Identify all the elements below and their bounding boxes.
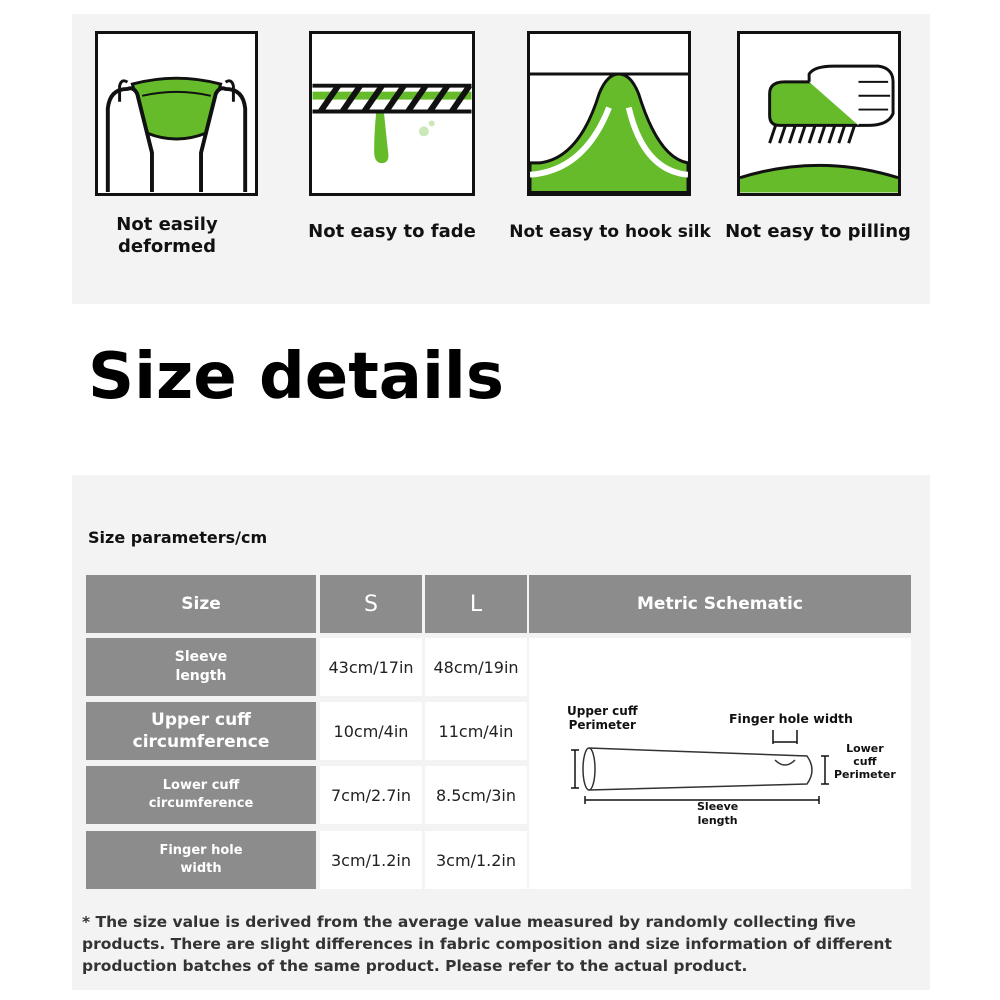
cell-l-upper-cuff: 11cm/4in [425,702,527,760]
header-schematic: Metric Schematic [529,575,911,633]
fabric-hook-icon [527,31,691,196]
stretch-fabric-icon [95,31,258,196]
size-footnote: * The size value is derived from the average value measured by randomly collecting five products. There are slight differences in fabric composition and size information of different production batches of the same product. Please refer to the actual product. [82,913,892,975]
params-label: Size parameters/cm [88,528,268,547]
features-panel [72,14,930,304]
row-name-lower-cuff: Lower cuff circumference [86,766,316,824]
header-size: Size [86,575,316,633]
header-l: L [425,575,527,633]
cell-s-sleeve-length: 43cm/17in [320,638,422,696]
feature-label-deformed: Not easily deformed [116,214,218,257]
cell-s-upper-cuff: 10cm/4in [320,702,422,760]
feature-label-pilling: Not easy to pilling [725,221,911,242]
label-sleeve-length: Sleeve length [697,800,739,827]
cell-s-finger-hole: 3cm/1.2in [320,831,422,889]
metric-schematic [529,638,911,889]
label-finger-hole: Finger hole width [729,711,853,726]
sleeve-drawing [529,638,911,889]
size-panel [72,475,930,990]
row-name-upper-cuff: Upper cuff circumference [86,702,316,760]
cell-l-lower-cuff: 8.5cm/3in [425,766,527,824]
feature-label-hook: Not easy to hook silk [509,222,711,242]
page-title: Size details [88,340,504,414]
cell-l-finger-hole: 3cm/1.2in [425,831,527,889]
cell-s-lower-cuff: 7cm/2.7in [320,766,422,824]
brush-icon [737,31,901,196]
label-lower-cuff: Lower cuff Perimeter [834,742,896,781]
row-name-finger-hole: Finger hole width [86,831,316,889]
row-name-sleeve-length: Sleeve length [86,638,316,696]
wring-rope-icon [309,31,475,196]
label-upper-cuff: Upper cuff Perimeter [567,704,638,732]
cell-l-sleeve-length: 48cm/19in [425,638,527,696]
header-s: S [320,575,422,633]
feature-label-fade: Not easy to fade [308,221,476,242]
